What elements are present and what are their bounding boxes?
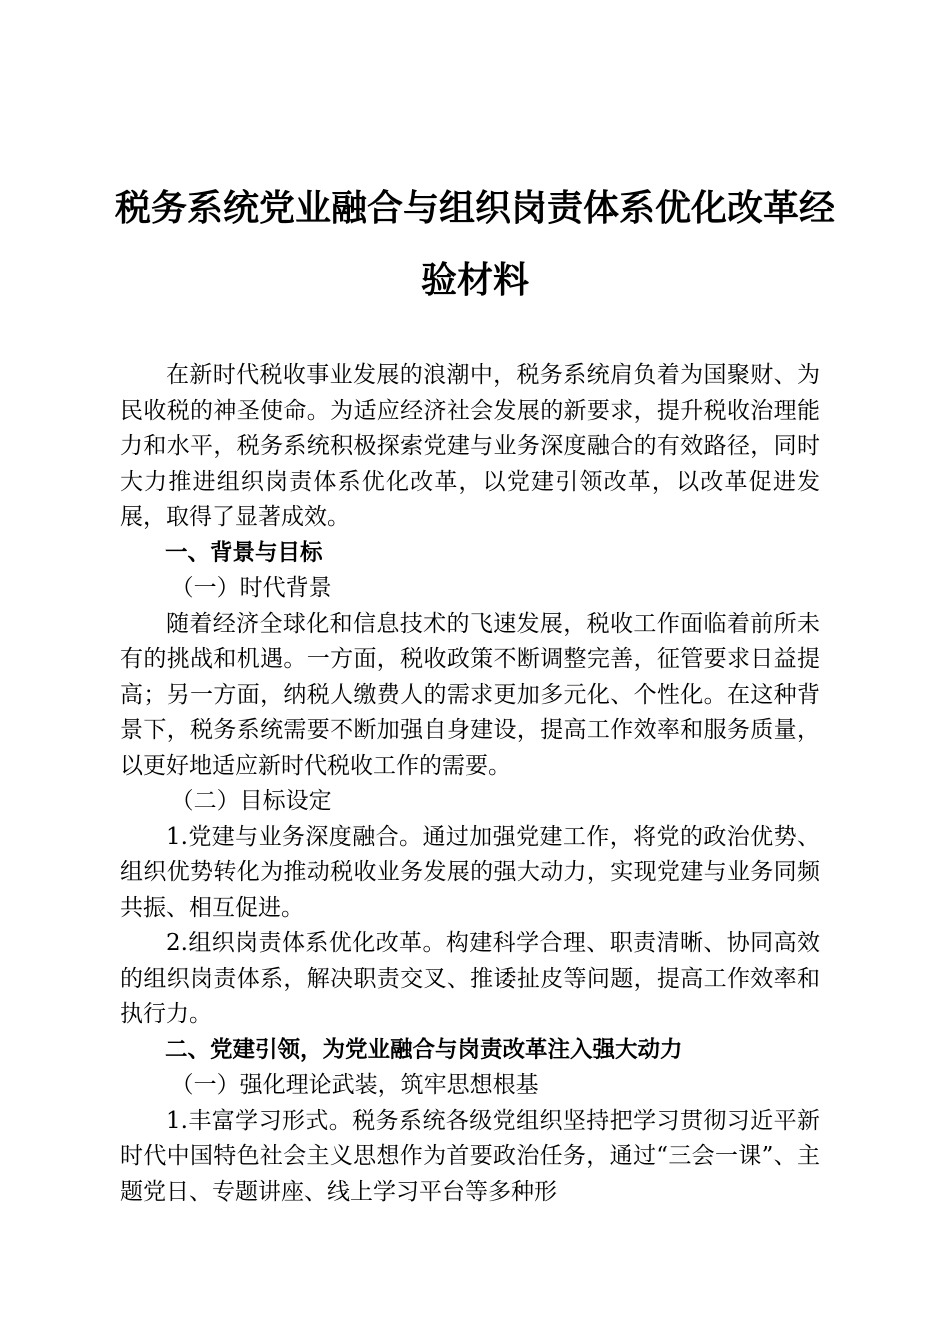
body-paragraph: 1.丰富学习形式。税务系统各级党组织坚持把学习贯彻习近平新时代中国特色社会主义思想作为首要政治任务，通过“三会一课”、主题党日、专题讲座、线上学习平台等多种形 [120, 1107, 820, 1205]
body-paragraph: 1.党建与业务深度融合。通过加强党建工作，将党的政治优势、组织优势转化为推动税收业务发展的强大动力，实现党建与业务同频共振、相互促进。 [120, 823, 820, 921]
intro-paragraph: 在新时代税收事业发展的浪潮中，税务系统肩负着为国聚财、为民收税的神圣使命。为适应经济社会发展的新要求，提升税收治理能力和水平，税务系统积极探索党建与业务深度融合的有效路径，同时大力推进组织岗责体系优化改革，以党建引领改革，以改革促进发展，取得了显著成效。 [120, 362, 820, 530]
section-heading-1: 一、背景与目标 [165, 539, 323, 566]
document-title: 税务系统党业融合与组织岗责体系优化改革经验材料 [114, 187, 835, 301]
body-paragraph: 2.组织岗责体系优化改革。构建科学合理、职责清晰、协同高效的组织岗责体系，解决职责交叉、推诿扯皮等问题，提高工作效率和执行力。 [120, 930, 820, 1027]
body-paragraph: 随着经济全球化和信息技术的飞速发展，税收工作面临着前所未有的挑战和机遇。一方面，税收政策不断调整完善，征管要求日益提高；另一方面，纳税人缴费人的需求更加多元化、个性化。在这种背景下，税务系统需要不断加强自身建设，提高工作效率和服务质量，以更好地适应新时代税收工作的需要。 [120, 610, 820, 779]
section-heading-2: 二、党建引领，为党业融合与岗责改革注入强大动力 [165, 1036, 683, 1063]
document-body [120, 358, 820, 1210]
subsection-heading-2-1: （一）强化理论武装，筑牢思想根基 [170, 1072, 539, 1098]
subsection-heading-1-2: （二）目标设定 [170, 788, 332, 814]
subsection-heading-1-1: （一）时代背景 [170, 575, 332, 601]
